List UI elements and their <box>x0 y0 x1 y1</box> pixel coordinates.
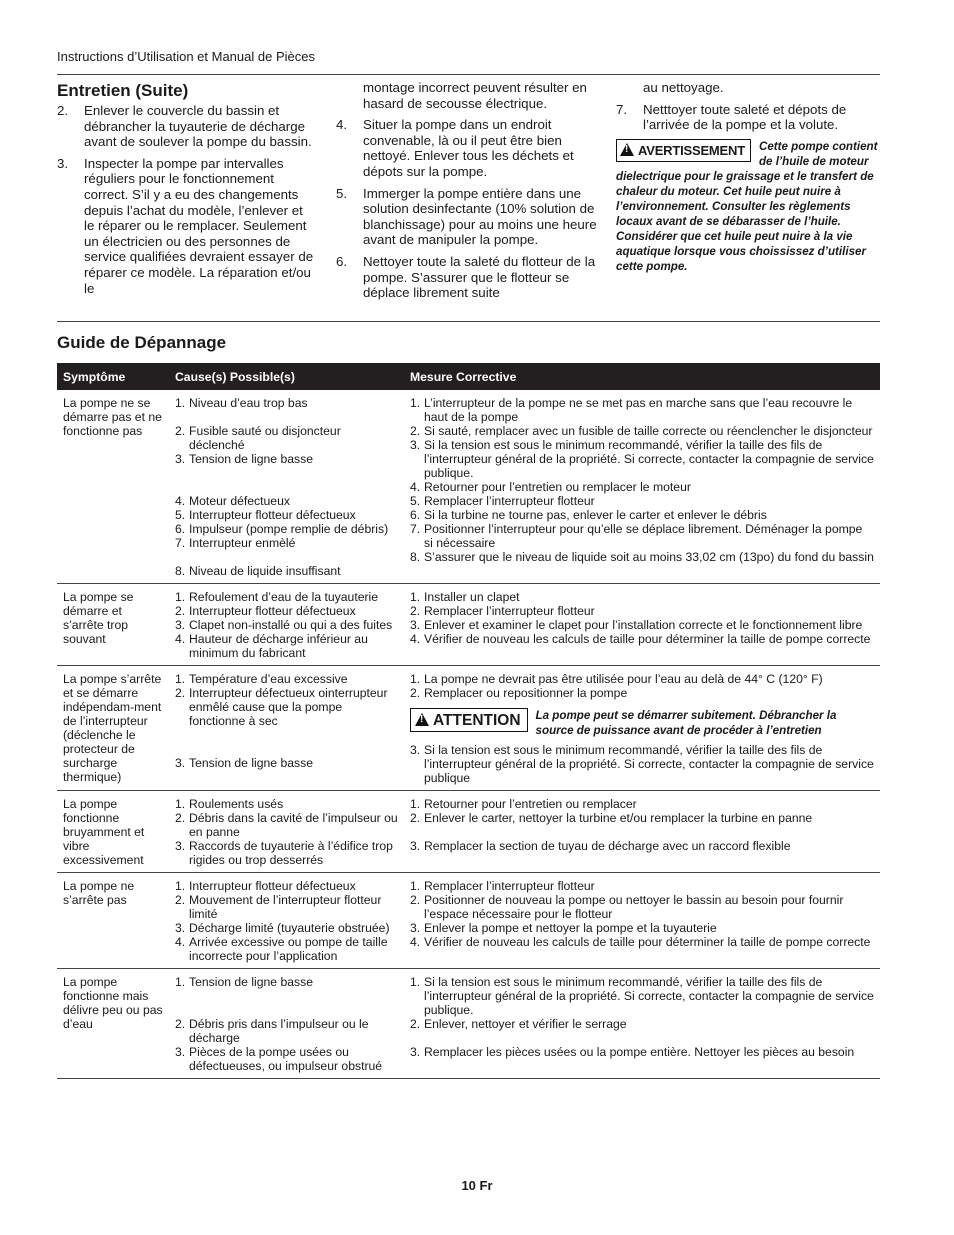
numbered-line <box>410 618 874 632</box>
warning-notice <box>616 139 882 274</box>
table-row <box>57 873 880 969</box>
line-number: 5. <box>410 494 421 508</box>
line-text: La pompe ne devrait pas être utilisée pour l’eau au delà de 44° C (120° F) <box>424 672 823 686</box>
troubleshooting-table <box>57 363 880 1079</box>
list-item <box>57 103 315 150</box>
line-number: 7. <box>410 522 421 536</box>
list-item <box>336 117 598 179</box>
numbered-line <box>175 604 398 618</box>
line-number: 3. <box>410 921 421 935</box>
numbered-line <box>175 632 398 660</box>
numbered-line <box>410 921 874 935</box>
line-text: Enlever le carter, nettoyer la turbine et/ou remplacer la turbine en panne <box>424 811 813 825</box>
table-row <box>57 666 880 791</box>
numbered-line <box>410 893 874 921</box>
item-number: 6. <box>336 253 348 269</box>
item-number: 3. <box>57 155 69 171</box>
line-number: 5. <box>175 508 186 522</box>
causes-cell <box>169 390 404 584</box>
symptom-cell: La pompe fonctionne mais délivre peu ou pas d’eau <box>57 969 169 1079</box>
actions-cell <box>404 584 880 666</box>
attention-triangle-icon <box>415 713 429 726</box>
line-text: Refoulement d’eau de la tuyauterie <box>189 590 379 604</box>
line-number: 2. <box>410 1017 421 1031</box>
line-text: Arrivée excessive ou pompe de taille incorrecte pour l’application <box>189 935 388 963</box>
line-number: 3. <box>410 839 421 853</box>
line-text: Si sauté, remplacer avec un fusible de taille correcte ou réenclencher le disjoncteur <box>424 424 873 438</box>
line-number: 2. <box>175 604 186 618</box>
numbered-line <box>410 672 874 686</box>
line-text: Si la turbine ne tourne pas, enlever le carter et enlever le débris <box>424 508 767 522</box>
table-row <box>57 969 880 1079</box>
line-number: 1. <box>175 975 186 989</box>
item-number: 4. <box>336 117 348 133</box>
line-number: 4. <box>175 935 186 949</box>
line-number: 6. <box>410 508 421 522</box>
guide-title: Guide de Dépannage <box>57 333 227 352</box>
line-text: Niveau d’eau trop bas <box>189 396 308 410</box>
causes-cell <box>169 873 404 969</box>
line-number: 1. <box>410 396 421 410</box>
line-text: Débris pris dans l’impulseur ou le décharge <box>189 1017 369 1045</box>
line-text: L’interrupteur de la pompe ne se met pas en marche sans que l’eau recouvre le haut de la pompe <box>424 396 853 424</box>
line-text: Décharge limité (tuyauterie obstruée) <box>189 921 390 935</box>
line-number: 1. <box>175 879 186 893</box>
line-spacer <box>175 728 398 756</box>
warning-badge <box>616 139 751 162</box>
numbered-line <box>410 522 874 550</box>
list-item <box>57 156 315 296</box>
numbered-line <box>410 438 874 480</box>
line-text: Remplacer ou repositionner la pompe <box>424 686 628 700</box>
line-text: Enlever, nettoyer et vérifier le serrage <box>424 1017 627 1031</box>
numbered-line <box>175 452 398 466</box>
numbered-line <box>175 672 398 686</box>
section-rule <box>57 321 880 322</box>
line-text: Pièces de la pompe usées ou défectueuses, ou impulseur obstrué <box>189 1045 383 1073</box>
numbered-line <box>175 935 398 963</box>
numbered-line <box>175 756 398 770</box>
symptom-cell: La pompe ne s’arrête pas <box>57 873 169 969</box>
numbered-line <box>175 1045 398 1073</box>
line-text: Impulseur (pompe remplie de débris) <box>189 522 389 536</box>
list-item <box>336 254 598 301</box>
line-number: 1. <box>175 797 186 811</box>
line-text: Mouvement de l’interrupteur flotteur limité <box>189 893 382 921</box>
numbered-line <box>175 1017 398 1045</box>
actions-cell <box>404 873 880 969</box>
line-text: Débris dans la cavité de l’impulseur ou en panne <box>189 811 398 839</box>
numbered-line <box>175 508 398 522</box>
page-number: 10 Fr <box>461 1178 493 1193</box>
item-text: Situer la pompe dans un endroit convenable, là ou il peut être bien nettoyé. Enlever tous les déchets et dépots sur la pompe. <box>363 117 574 179</box>
item-text: Immerger la pompe entière dans une solution desinfectante (10% solution de blanchissage) pour au moins une heure avant de manipuler la pompe. <box>363 185 597 248</box>
line-number: 3. <box>175 921 186 935</box>
line-number: 1. <box>175 396 186 410</box>
line-text: Enlever la pompe et nettoyer la pompe et la tuyauterie <box>424 921 717 935</box>
numbered-line <box>410 604 874 618</box>
numbered-line <box>410 1045 874 1059</box>
numbered-line <box>410 424 874 438</box>
entretien-column-2 <box>336 80 598 307</box>
line-number: 7. <box>175 536 186 550</box>
line-number: 2. <box>410 811 421 825</box>
entretien-continuation-text-2: au nettoyage. <box>643 80 724 95</box>
line-text: Clapet non-installé ou qui a des fuites <box>189 618 393 632</box>
numbered-line <box>410 975 874 1017</box>
line-number: 1. <box>410 797 421 811</box>
table-row <box>57 791 880 873</box>
actions-cell <box>404 969 880 1079</box>
line-text: Interrupteur flotteur défectueux <box>189 879 356 893</box>
numbered-line <box>410 494 874 508</box>
line-number: 2. <box>175 893 186 907</box>
line-number: 8. <box>410 550 421 564</box>
line-text: Raccords de tuyauterie à l’édifice trop rigides ou trop desserrés <box>189 839 393 867</box>
symptom-cell: La pompe fonctionne bruyamment et vibre excessivement <box>57 791 169 873</box>
entretien-column-3 <box>616 80 882 274</box>
line-number: 3. <box>175 618 186 632</box>
numbered-line <box>410 797 874 811</box>
numbered-line <box>410 632 874 646</box>
numbered-line <box>175 975 398 989</box>
line-text: Tension de ligne basse <box>189 975 313 989</box>
line-text: Retourner pour l’entretien ou remplacer <box>424 797 637 811</box>
line-number: 2. <box>410 893 421 907</box>
line-number: 1. <box>410 590 421 604</box>
numbered-line <box>410 480 874 494</box>
line-text: Interrupteur flotteur défectueux <box>189 508 356 522</box>
line-number: 1. <box>175 590 186 604</box>
line-text: Interrupteur défectueux ointerrupteur enmêlé cause que la pompe fonctionne à sec <box>189 686 388 728</box>
line-text: Tension de ligne basse <box>189 452 313 466</box>
item-number: 7. <box>616 101 628 117</box>
line-text: Interrupteur enmèlé <box>189 536 296 550</box>
line-number: 4. <box>410 480 421 494</box>
numbered-line <box>175 879 398 893</box>
line-text: Remplacer l’interrupteur flotteur <box>424 604 595 618</box>
numbered-line <box>175 618 398 632</box>
attention-notice <box>410 708 874 738</box>
line-number: 3. <box>175 839 186 853</box>
line-number: 1. <box>410 672 421 686</box>
numbered-line <box>175 893 398 921</box>
line-number: 2. <box>410 686 421 700</box>
line-text: Positionner de nouveau la pompe ou nettoyer le bassin au besoin pour fournir l’espace nécessaire pour le flotteur <box>424 893 844 921</box>
actions-cell <box>404 791 880 873</box>
line-number: 2. <box>175 811 186 825</box>
warning-text: Cette pompe contient de l’huile de moteur dielectrique pour le graissage et le transfert de chaleur du moteur. Cet huile peut nuire à l’environnement. Consulter les règlements locaux avant de se débarasser de l’huile. Considérer que cet huile peut nuire à la vie aquatique lorsque vous choississez d’utiliser cette pompe. <box>616 139 878 273</box>
causes-cell <box>169 791 404 873</box>
line-number: 2. <box>410 604 421 618</box>
line-number: 3. <box>410 438 421 452</box>
running-head: Instructions d’Utilisation et Manual de Pièces <box>57 49 315 64</box>
numbered-line <box>175 424 398 452</box>
line-text: Installer un clapet <box>424 590 520 604</box>
header-symptom: Symptôme <box>57 363 169 390</box>
item-number: 2. <box>57 103 69 118</box>
list-item <box>336 186 598 248</box>
entretien-continuation-text: montage incorrect peuvent résulter en hasard de secousse électrique. <box>363 80 587 111</box>
symptom-cell: La pompe se démarre et s’arrête trop souvant <box>57 584 169 666</box>
numbered-line <box>175 494 398 508</box>
entretien-list-3 <box>616 102 882 133</box>
line-text: Interrupteur flotteur défectueux <box>189 604 356 618</box>
line-number: 3. <box>175 1045 186 1059</box>
numbered-line <box>410 686 874 700</box>
numbered-line <box>175 396 398 410</box>
causes-cell <box>169 666 404 791</box>
line-text: Remplacer l’interrupteur flotteur <box>424 494 595 508</box>
entretien-list-1 <box>57 103 315 296</box>
line-text: Remplacer l’interrupteur flotteur <box>424 879 595 893</box>
line-number: 1. <box>410 975 421 989</box>
line-spacer <box>175 989 398 1017</box>
line-text: Vérifier de nouveau les calculs de taille pour déterminer la taille de pompe correcte <box>424 935 871 949</box>
line-text: S’assurer que le niveau de liquide soit au moins 33,02 cm (13po) du fond du bassin <box>424 550 874 564</box>
item-number: 5. <box>336 185 348 201</box>
line-text: Roulements usés <box>189 797 284 811</box>
line-text: Niveau de liquide insuffisant <box>189 564 341 578</box>
line-number: 8. <box>175 564 186 578</box>
numbered-line <box>410 396 874 424</box>
line-text: Si la tension est sous le minimum recommandé, vérifier la taille des fils de l’interrupteur général de la propriété. Si correcte, contacter la compagnie de service publique. <box>424 975 874 1017</box>
entretien-list-2 <box>336 117 598 301</box>
causes-cell <box>169 969 404 1079</box>
numbered-line <box>410 590 874 604</box>
line-text: Positionner l’interrupteur pour qu’elle se déplace librement. Déménager la pompe si nécessaire <box>424 522 863 550</box>
numbered-line <box>175 839 398 867</box>
line-text: Tension de ligne basse <box>189 756 313 770</box>
line-number: 3. <box>175 756 186 770</box>
line-number: 4. <box>175 494 186 508</box>
item-text: Enlever le couvercle du bassin et débrancher la tuyauterie de décharge avant de soulever la pompe du bassin. <box>84 103 312 150</box>
line-number: 1. <box>175 672 186 686</box>
line-number: 3. <box>410 743 421 757</box>
line-text: Fusible sauté ou disjoncteur déclenché <box>189 424 341 452</box>
list-item <box>616 102 882 133</box>
line-text: Enlever et examiner le clapet pour l’installation correcte et le fonctionnement libre <box>424 618 863 632</box>
table-header-row <box>57 363 880 390</box>
table-row <box>57 390 880 584</box>
line-spacer <box>175 550 398 564</box>
item-text: Nettoyer toute la saleté du flotteur de la pompe. S’assurer que le flotteur se déplace librement suite <box>363 253 596 301</box>
warning-label: AVERTISSEMENT <box>638 142 745 158</box>
entretien-title: Entretien (Suite) <box>57 81 189 100</box>
line-spacer <box>175 466 398 494</box>
numbered-line <box>410 1017 874 1031</box>
line-spacer <box>175 410 398 424</box>
line-text: Vérifier de nouveau les calculs de taille pour déterminer la taille de pompe correcte <box>424 632 871 646</box>
line-text: Si la tension est sous le minimum recommandé, vérifier la taille des fils de l’interrupteur général de la propriété. Si correcte, contacter la compagnie de service publique <box>424 743 874 785</box>
table-row <box>57 584 880 666</box>
numbered-line <box>175 686 398 728</box>
numbered-line <box>175 797 398 811</box>
line-text: Température d’eau excessive <box>189 672 348 686</box>
line-number: 6. <box>175 522 186 536</box>
line-text: Si la tension est sous le minimum recommandé, vérifier la taille des fils de l’interrupteur général de la propriété. Si correcte, contacter la compagnie de service publique. <box>424 438 874 480</box>
line-number: 4. <box>410 935 421 949</box>
item-text: Inspecter la pompe par intervalles réguliers pour le fonctionnement correct. S’il y a eu des changements depuis l’achat du modèle, l’enlever et le réparer ou le remplacer. Seulement un électricien ou des personnes de service qualifiées devraient essayer de réparer ce modèle. La réparation et/ou le <box>84 155 314 296</box>
line-spacer <box>410 825 874 839</box>
entretien-column-1 <box>57 80 315 302</box>
attention-label: ATTENTION <box>433 712 521 729</box>
line-text: Remplacer la section de tuyau de décharge avec un raccord flexible <box>424 839 791 853</box>
numbered-line <box>175 536 398 550</box>
line-text: Moteur défectueux <box>189 494 290 508</box>
actions-cell <box>404 666 880 791</box>
numbered-line <box>175 811 398 839</box>
numbered-line <box>410 743 874 785</box>
symptom-cell: La pompe ne se démarre pas et ne fonctionne pas <box>57 390 169 584</box>
warning-triangle-icon <box>620 143 634 156</box>
numbered-line <box>175 921 398 935</box>
line-number: 2. <box>410 424 421 438</box>
numbered-line <box>175 590 398 604</box>
line-number: 3. <box>410 618 421 632</box>
numbered-line <box>410 879 874 893</box>
numbered-line <box>410 508 874 522</box>
numbered-line <box>410 935 874 949</box>
line-number: 3. <box>410 1045 421 1059</box>
numbered-line <box>410 811 874 825</box>
line-text: Retourner pour l’entretien ou remplacer le moteur <box>424 480 691 494</box>
line-text: Hauteur de décharge inférieur au minimum du fabricant <box>189 632 368 660</box>
line-number: 4. <box>410 632 421 646</box>
line-number: 2. <box>175 424 186 438</box>
header-causes: Cause(s) Possible(s) <box>169 363 404 390</box>
line-number: 1. <box>410 879 421 893</box>
numbered-line <box>175 564 398 578</box>
line-number: 2. <box>175 1017 186 1031</box>
line-number: 4. <box>175 632 186 646</box>
line-text: Remplacer les pièces usées ou la pompe entière. Nettoyer les pièces au besoin <box>424 1045 855 1059</box>
line-number: 2. <box>175 686 186 700</box>
causes-cell <box>169 584 404 666</box>
item-text: Netttoyer toute saleté et dépots de l’arrivée de la pompe et la volute. <box>643 101 847 133</box>
line-spacer <box>410 1031 874 1045</box>
header-actions: Mesure Corrective <box>404 363 880 390</box>
numbered-line <box>410 839 874 853</box>
numbered-line <box>410 550 874 564</box>
header-rule <box>57 74 880 75</box>
numbered-line <box>175 522 398 536</box>
actions-cell <box>404 390 880 584</box>
attention-text: La pompe peut se démarrer subitement. Débrancher la source de puissance avant de procéder à l’entretien <box>535 709 837 737</box>
line-number: 3. <box>175 452 186 466</box>
symptom-cell: La pompe s’arrête et se démarre indépendam-ment de l’interrupteur (déclenche le protecteur de surcharge thermique) <box>57 666 169 791</box>
attention-badge <box>410 708 528 732</box>
